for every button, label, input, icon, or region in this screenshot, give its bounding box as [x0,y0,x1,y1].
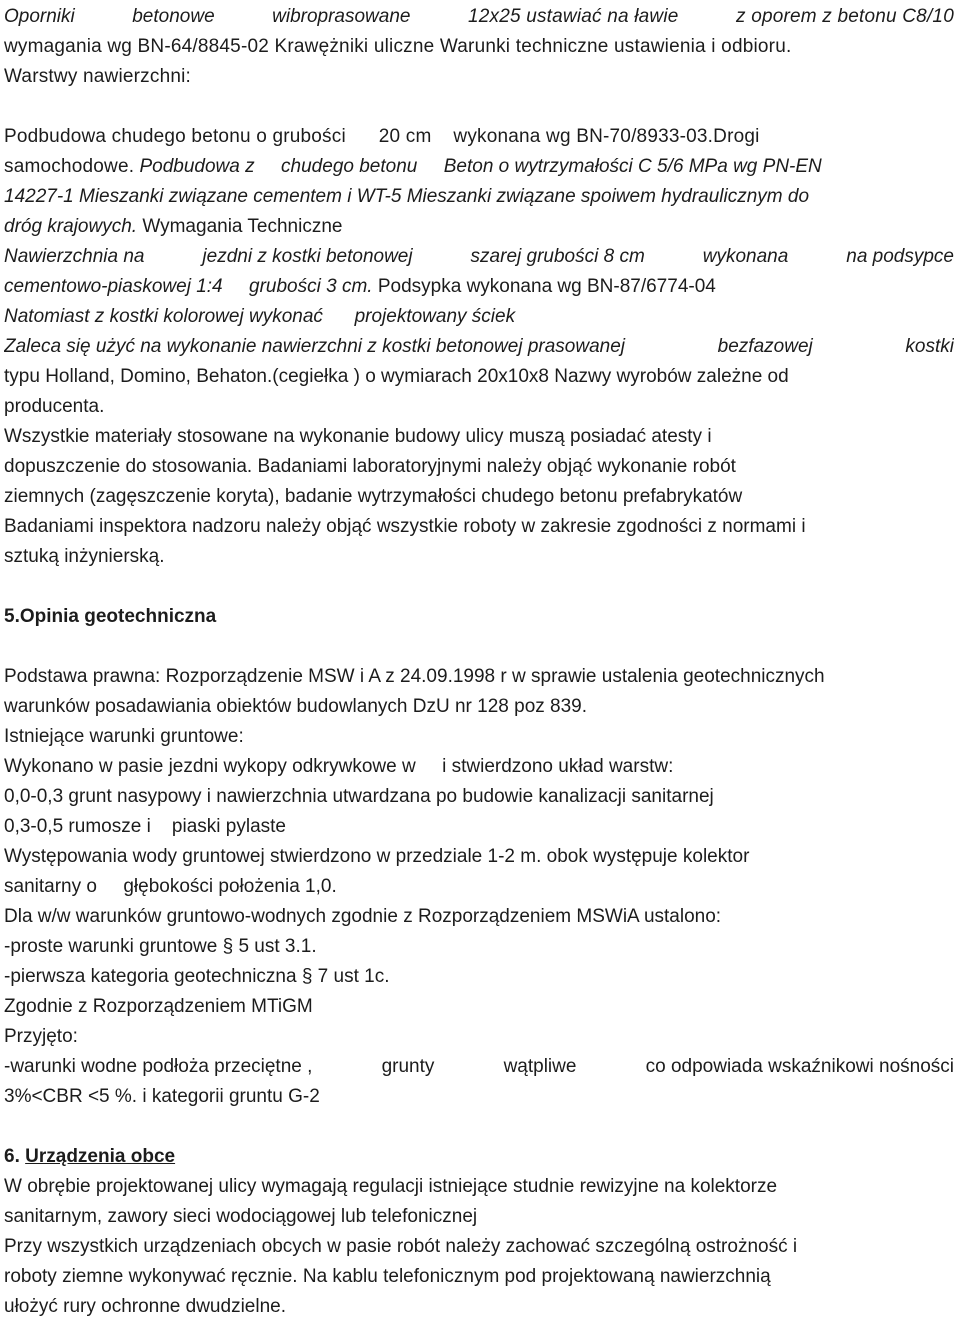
text-line: Występowania wody gruntowej stwierdzono w przedziale 1-2 m. obok występuje kolektor [4,846,750,867]
text-line [4,2,954,32]
text-line: Przyjęto: [4,1026,78,1047]
text-line: W obrębie projektowanej ulicy wymagają regulacji istniejące studnie rewizyjne na kolektorze [4,1176,778,1197]
blank-line [4,92,954,122]
text-line: Podbudowa chudego betonu o grubości 20 cm wykonana wg BN-70/8933-03.Drogi [4,126,760,147]
text-line: dróg krajowych. Wymagania Techniczne [4,216,343,237]
text-line: -proste warunki gruntowe § 5 ust 3.1. [4,936,317,957]
blank-line [4,1112,954,1142]
text-line: -warunki wodne podłoża przeciętne , grunty wątpliwe co odpowiada wskaźnikowi nośności [4,1056,954,1077]
text-span: wibroprasowane [272,6,411,27]
blank-line [4,632,954,662]
text-line: Warstwy nawierzchni: [4,66,192,87]
text-line: -pierwsza kategoria geotechniczna § 7 ust 1c. [4,966,390,987]
text-line: Zaleca się użyć na wykonanie nawierzchni z kostki betonowej prasowanej bezfazowej kostki [4,336,954,357]
text-span: z oporem z betonu C8/10 [736,6,954,27]
text-line: Nawierzchnia na jezdni z kostki betonowej szarej grubości 8 cm wykonana na podsypce [4,246,954,267]
section-heading-5: 5.Opinia geotechniczna [4,606,217,627]
text-line: ziemnych (zagęszczenie koryta), badanie wytrzymałości chudego betonu prefabrykatów [4,486,743,507]
text-line: sanitarnym, zawory sieci wodociągowej lub telefonicznej [4,1206,478,1227]
text-line: Badaniami inspektora nadzoru należy objąć wszystkie roboty w zakresie zgodności z normami i [4,516,806,537]
text-line: Wykonano w pasie jezdni wykopy odkrywkowe w i stwierdzono układ warstw: [4,756,674,777]
text-span: betonowe [132,6,215,27]
text-line: Przy wszystkich urządzeniach obcych w pasie robót należy zachować szczególną ostrożność i [4,1236,798,1257]
text-line: 3%<CBR <5 %. i kategorii gruntu G-2 [4,1086,320,1107]
text-line: producenta. [4,396,105,417]
text-line: typu Holland, Domino, Behaton.(cegiełka ) o wymiarach 20x10x8 Nazwy wyrobów zależne od [4,366,789,387]
text-line: 0,0-0,3 grunt nasypowy i nawierzchnia utwardzana po budowie kanalizacji sanitarnej [4,786,714,807]
text-line: 0,3-0,5 rumosze i piaski pylaste [4,816,286,837]
text-line: sztuką inżynierską. [4,546,165,567]
text-line: Wszystkie materiały stosowane na wykonanie budowy ulicy muszą posiadać atesty i [4,426,712,447]
text-line: roboty ziemne wykonywać ręcznie. Na kablu telefonicznym pod projektowaną nawierzchnią [4,1266,771,1287]
text-line: samochodowe. Podbudowa z chudego betonu Beton o wytrzymałości C 5/6 MPa wg PN-EN [4,156,822,177]
text-line: ułożyć rury ochronne dwudzielne. [4,1296,286,1317]
section-heading-6: 6. Urządzenia obce [4,1146,176,1167]
text-line: 14227-1 Mieszanki związane cementem i WT-5 Mieszanki związane spoiwem hydraulicznym do [4,186,810,207]
text-line: wymagania wg BN-64/8845-02 Krawężniki uliczne Warunki techniczne ustawienia i odbioru. [4,36,792,57]
text-line: Zgodnie z Rozporządzeniem MTiGM [4,996,313,1017]
text-line: Dla w/w warunków gruntowo-wodnych zgodnie z Rozporządzeniem MSWiA ustalono: [4,906,722,927]
text-line: dopuszczenie do stosowania. Badaniami laboratoryjnymi należy objąć wykonanie robót [4,456,736,477]
text-line: cementowo-piaskowej 1:4 grubości 3 cm. Podsypka wykonana wg BN-87/6774-04 [4,276,716,297]
text-line: Istniejące warunki gruntowe: [4,726,244,747]
text-span: Oporniki [4,6,75,27]
text-span: 12x25 ustawiać na ławie [467,6,679,27]
text-line: Natomiast z kostki kolorowej wykonać projektowany ściek [4,306,516,327]
text-line: sanitarny o głębokości położenia 1,0. [4,876,337,897]
text-line: warunków posadawiania obiektów budowlanych DzU nr 128 poz 839. [4,696,588,717]
blank-line [4,572,954,602]
text-line: Podstawa prawna: Rozporządzenie MSW i A z 24.09.1998 r w sprawie ustalenia geotechnicznych [4,666,825,687]
